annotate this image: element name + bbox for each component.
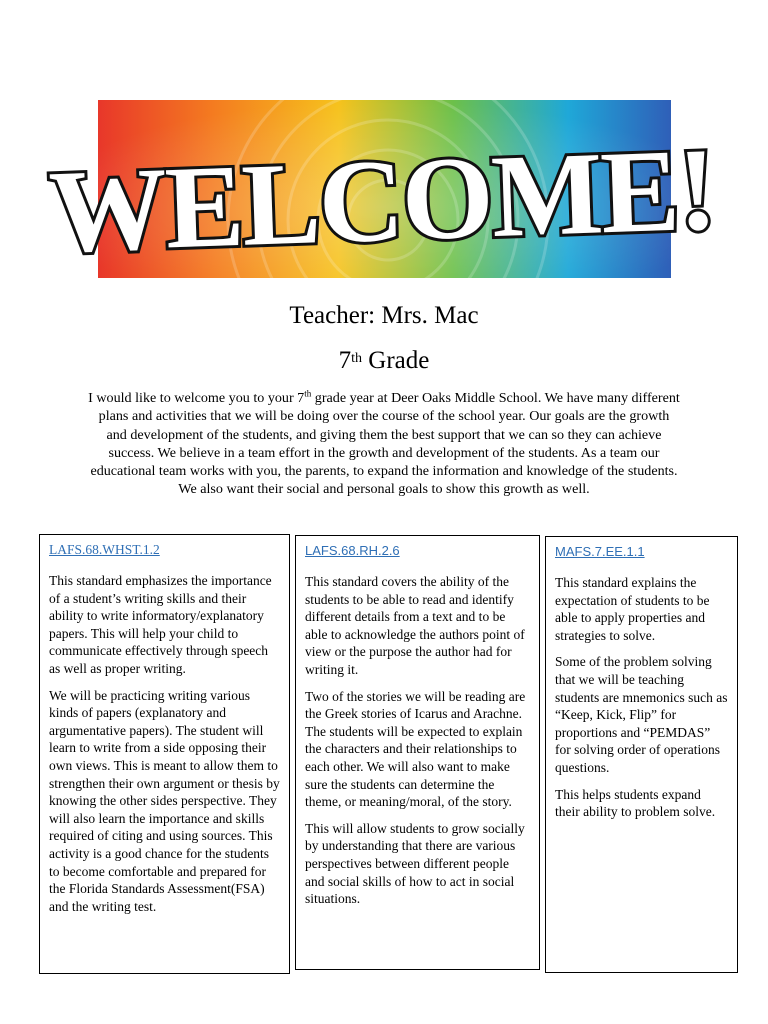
standard-box-math (545, 536, 738, 973)
standard-paragraph: This will allow students to grow socially by understanding that there are various perspectives between different people and social skills of how to act in social situations. (305, 820, 525, 907)
standard-paragraph: This standard explains the expectation of students to be able to apply properties and strategies to solve. (555, 575, 710, 643)
grade-suffix: th (351, 351, 363, 366)
grade-word: Grade (362, 347, 430, 374)
standard-link[interactable]: LAFS.68.RH.2.6 (305, 543, 400, 558)
standard-box-reading (295, 535, 540, 970)
welcome-banner-graphic (47, 100, 717, 278)
teacher-name: Teacher: Mrs. Mac (289, 302, 479, 329)
standard-paragraph: This standard emphasizes the importance of a student’s writing skills and their ability to write informatory/explanatory papers. This will help your child to communicate effectively through speech as well as proper writing. (49, 573, 272, 676)
standard-link[interactable]: MAFS.7.EE.1.1 (555, 544, 645, 559)
standard-paragraph: We will be practicing writing various kinds of papers (explanatory and argumentative papers). The student will learn to write from a side opposing their own views. This is meant to allow them to strengthen their own argument or thesis by knowing the other sides perspective. They will also learn the importance and skills required of citing and using sources. This activity is a good chance for the students to become comfortable and prepared for the Florida Standards Assessment(FSA) and the writing test. (49, 687, 280, 914)
intro-paragraph (88, 389, 680, 499)
standard-paragraph: This standard covers the ability of the students to be able to read and identify different details from a text and to be able to acknowledge the authors point of view or the purpose the author had for writing it. (305, 574, 525, 677)
standard-box-writing (39, 534, 290, 974)
standard-paragraph: This helps students expand their ability to problem solve. (555, 786, 716, 820)
standard-paragraph: Two of the stories we will be reading are the Greek stories of Icarus and Arachne. The students will be expected to explain the characters and their relationships to each other. We will also want to make sure the students can determine the theme, or meaning/moral, of the story. (305, 688, 526, 810)
grade-heading (0, 343, 768, 379)
intro-text-1: I would like to welcome you to your 7 (88, 390, 305, 406)
standard-paragraph: Some of the problem solving that we will be teaching students are mnemonics such as “Keep, Kick, Flip” for proportions and “PEMDAS” for solving order of operations questions. (555, 654, 728, 775)
welcome-text: WELCOME! (47, 123, 717, 278)
grade-number: 7 (338, 347, 352, 374)
standard-link[interactable]: LAFS.68.WHST.1.2 (49, 542, 160, 557)
welcome-banner (47, 100, 717, 278)
intro-sup: th (304, 388, 312, 399)
intro-text-2: grade year at Deer Oaks Middle School. We have many different plans and activities that we will be doing over the course of the school year. Our goals are the growth and development of the students, and giving them the best support that we can so they can achieve success. We believe in a team effort in the growth and development of the students. As a team our educational team works with you, the parents, to expand the information and knowledge of the students. We also want their social and personal goals to show this growth as well. (90, 390, 680, 498)
